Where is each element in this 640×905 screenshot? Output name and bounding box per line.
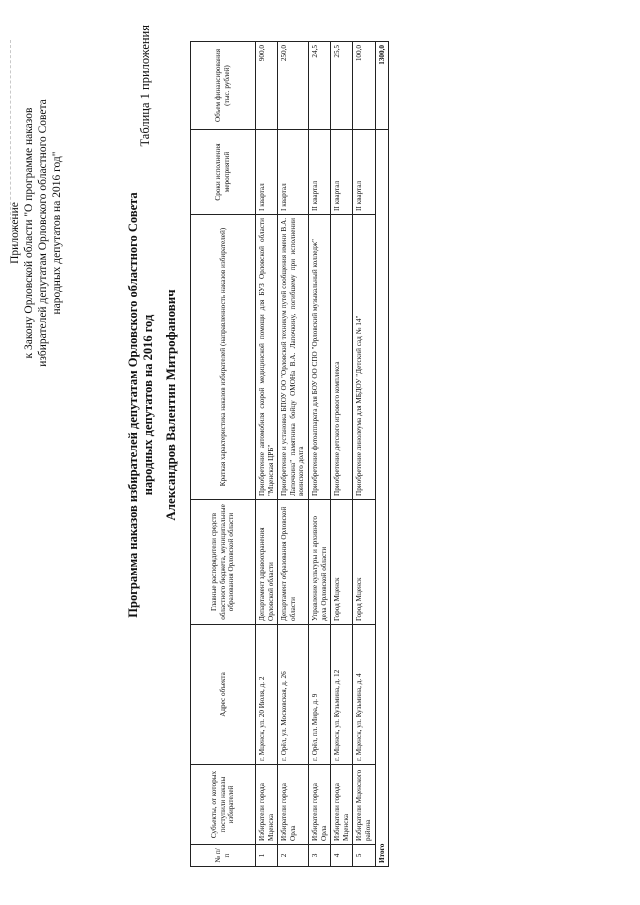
- col-header-description: Краткая характеристика наказов избирателей (направленность наказов избирателей): [191, 215, 256, 500]
- table-row: [331, 42, 353, 867]
- col-header-subject: Субъекты, от которых поступили наказы избирателей: [191, 765, 256, 845]
- table-row: [256, 42, 278, 867]
- deputy-name: Александров Валентин Митрофанович: [163, 289, 178, 521]
- appendix-line: Приложение: [9, 202, 21, 264]
- cell-manager: Город Мценск: [353, 500, 375, 625]
- cell-num: 1: [256, 845, 278, 867]
- cell-term: I квартал: [256, 130, 278, 215]
- cell-address: г. Мценск, ул. 20 Июля, д. 2: [256, 625, 278, 765]
- cell-address: г. Мценск, ул. Кузьмина, д. 4: [353, 625, 375, 765]
- cell-address: г. Орёл, пл. Мира, д. 9: [308, 625, 330, 765]
- appendix-line: народных депутатов на 2016 год": [51, 151, 63, 315]
- cell-term: I квартал: [278, 130, 309, 215]
- cell-term: II квартал: [308, 130, 330, 215]
- cell-num: 4: [331, 845, 353, 867]
- title-line: народных депутатов на 2016 год: [141, 314, 155, 496]
- col-header-address: Адрес объекта: [191, 625, 256, 765]
- cell-subject: Избиратели города Орла: [308, 765, 330, 845]
- cell-num: 2: [278, 845, 309, 867]
- cell-amount: 100,0: [353, 42, 375, 130]
- appendix-line: к Закону Орловской области "О программе наказов: [23, 107, 35, 359]
- cell-address: г. Мценск, ул. Кузьмина, д. 12: [331, 625, 353, 765]
- cell-subject: Избиратели Мценского района: [353, 765, 375, 845]
- cell-subject: Избиратели города Мценска: [331, 765, 353, 845]
- cell-amount: 900,0: [256, 42, 278, 130]
- cell-description: Приобретение и установка БПОУ ОО "Орловский техникум путей сообщения имени В.А. Лапочкина" памятника бойцу ОМОНа В.А. Лапочкину, погибшему при исполнении воинского долга: [278, 215, 309, 500]
- table-header-row: [191, 42, 256, 867]
- cell-manager: Город Мценск: [331, 500, 353, 625]
- table-row: [353, 42, 375, 867]
- cell-description: Приобретение детского игрового комплекса: [331, 215, 353, 500]
- appendix-line: избирателей депутатам Орловского областного Совета: [37, 99, 49, 367]
- table-row: [278, 42, 309, 867]
- cell-manager: Управление культуры и архивного дела Орловской области: [308, 500, 330, 625]
- appendix-header: [8, 83, 64, 383]
- cell-manager: Департамент образования Орловской области: [278, 500, 309, 625]
- cell-description: Приобретение линолеума для МБДОУ "Детский сад № 14": [353, 215, 375, 500]
- document-title: [126, 145, 156, 665]
- col-header-term: Сроки исполнения мероприятий: [191, 130, 256, 215]
- cell-subject: Избиратели города Орла: [278, 765, 309, 845]
- cell-description: Приобретение автомобиля скорой медицинской помощи для БУЗ Орловской области "Мценская ЦРБ": [256, 215, 278, 500]
- total-amount: 1300,0: [375, 42, 389, 130]
- col-header-amount: Объем финансирования (тыс. рублей): [191, 42, 256, 130]
- col-header-num: № п/п: [191, 845, 256, 867]
- col-header-manager: Главные распорядители средств областного бюджета, муниципальные образования Орловской области: [191, 500, 256, 625]
- orders-table: [190, 41, 389, 867]
- cell-description: Приобретение фотоаппарата для БОУ ОО СПО "Орловский музыкальный колледж": [308, 215, 330, 500]
- cell-amount: 25,5: [331, 42, 353, 130]
- title-line: Программа наказов избирателей депутатам Орловского областного Совета: [126, 192, 140, 618]
- cell-num: 3: [308, 845, 330, 867]
- cell-subject: Избиратели города Мценска: [256, 765, 278, 845]
- table-label: Таблица 1 приложения: [138, 25, 152, 147]
- cell-term: II квартал: [331, 130, 353, 215]
- cell-address: г. Орёл, ул. Московская, д. 26: [278, 625, 309, 765]
- cell-num: 5: [353, 845, 375, 867]
- table-row: [308, 42, 330, 867]
- cell-amount: 250,0: [278, 42, 309, 130]
- cell-term: II квартал: [353, 130, 375, 215]
- total-label: Итого: [375, 130, 389, 867]
- cell-manager: Департамент здравоохранения Орловской области: [256, 500, 278, 625]
- cell-amount: 24,5: [308, 42, 330, 130]
- total-row: [375, 42, 389, 867]
